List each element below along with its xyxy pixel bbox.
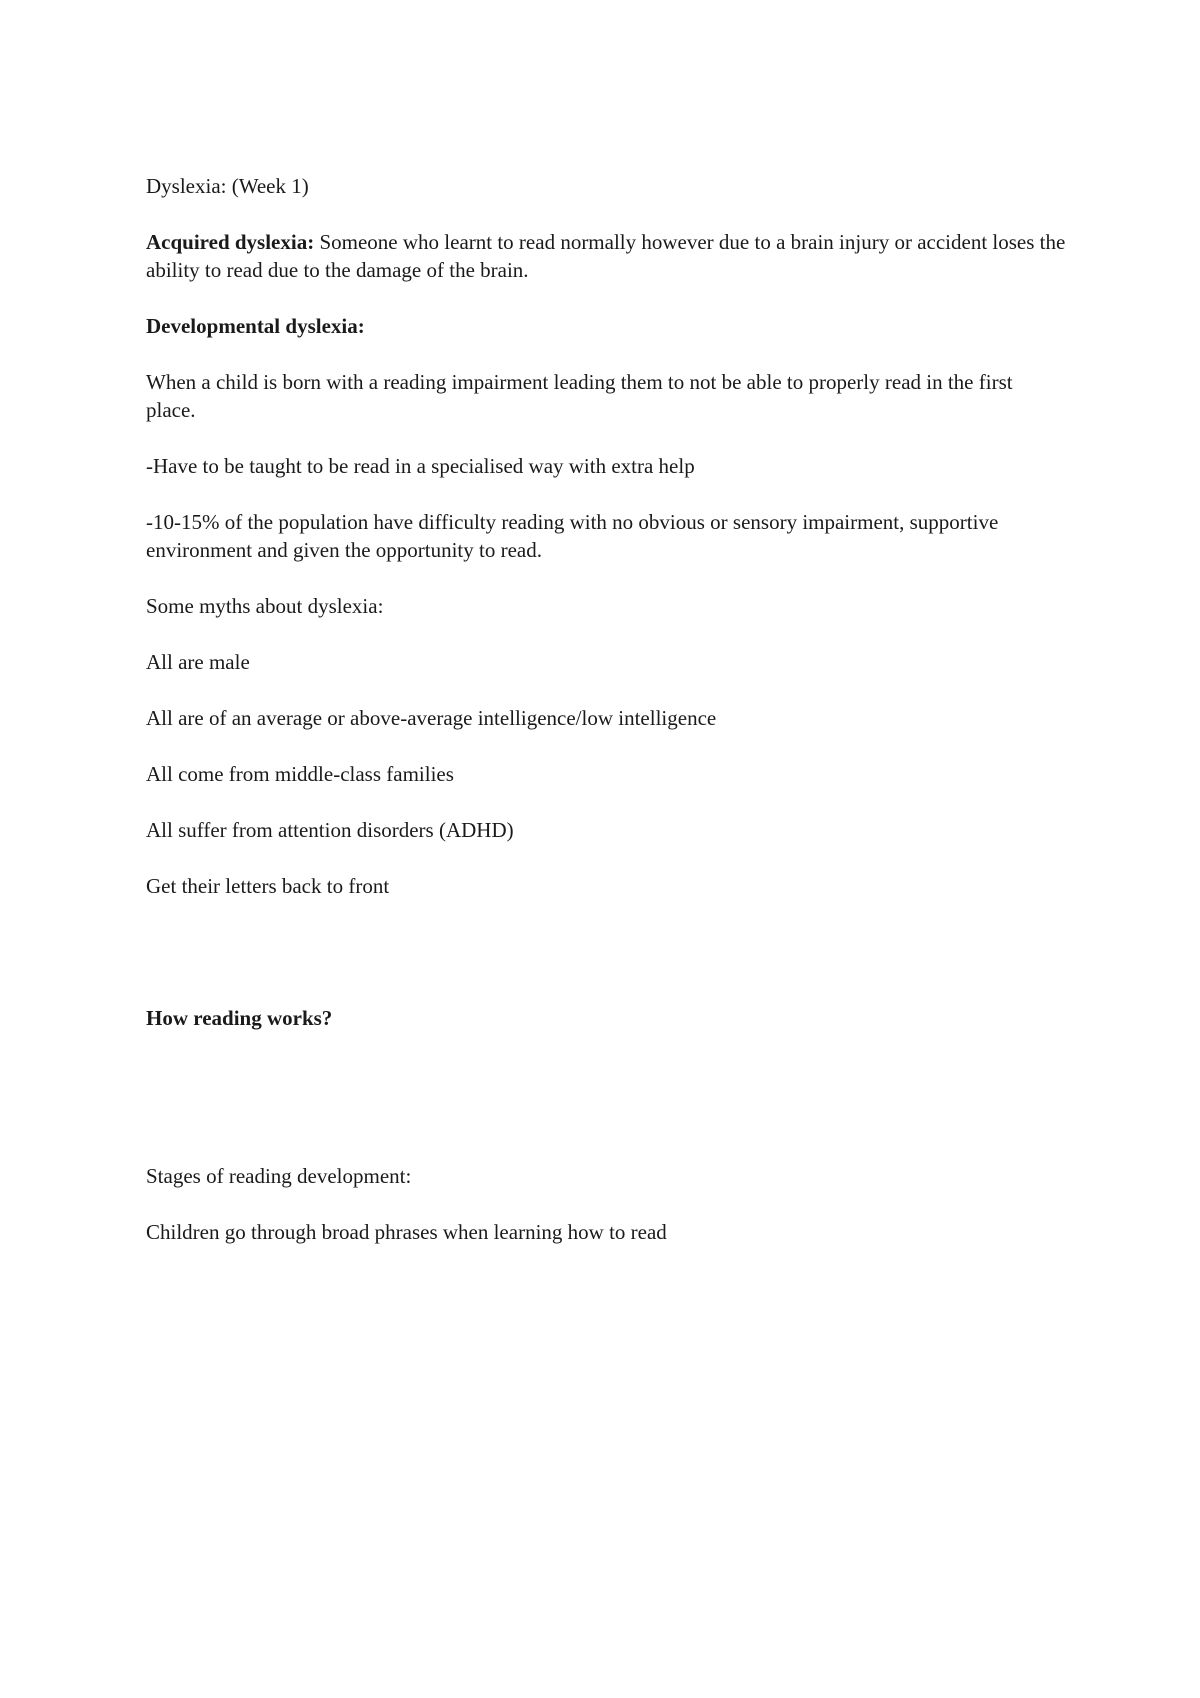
myth-item: All are of an average or above-average intelligence/low intelligence bbox=[146, 706, 717, 730]
myth-item: Get their letters back to front bbox=[146, 874, 390, 898]
myth-item: All are male bbox=[146, 650, 250, 674]
acquired-dyslexia-term: Acquired dyslexia: bbox=[146, 230, 315, 254]
myth-item: All suffer from attention disorders (ADHD) bbox=[146, 818, 514, 842]
myth-item: All come from middle-class families bbox=[146, 762, 454, 786]
acquired-dyslexia-definition: Someone who learnt to read normally however due to a brain injury or accident loses the ability to read due to the damage of the brain. bbox=[146, 230, 1066, 282]
how-reading-works-heading: How reading works? bbox=[146, 1006, 333, 1030]
developmental-dyslexia-heading: Developmental dyslexia: bbox=[146, 314, 365, 338]
stages-heading: Stages of reading development: bbox=[146, 1164, 412, 1188]
developmental-point: -Have to be taught to be read in a specialised way with extra help bbox=[146, 454, 695, 478]
developmental-dyslexia-definition: When a child is born with a reading impairment leading them to not be able to properly read in the first place. bbox=[146, 370, 1013, 422]
spacer bbox=[146, 928, 1066, 1004]
acquired-dyslexia-paragraph bbox=[146, 228, 1066, 284]
developmental-point: -10-15% of the population have difficulty reading with no obvious or sensory impairment, supportive environment and given the opportunity to read. bbox=[146, 510, 999, 562]
document-body bbox=[146, 172, 1066, 1274]
stages-text: Children go through broad phrases when learning how to read bbox=[146, 1220, 667, 1244]
spacer bbox=[146, 1060, 1066, 1162]
myths-heading: Some myths about dyslexia: bbox=[146, 594, 384, 618]
document-title: Dyslexia: (Week 1) bbox=[146, 174, 309, 198]
